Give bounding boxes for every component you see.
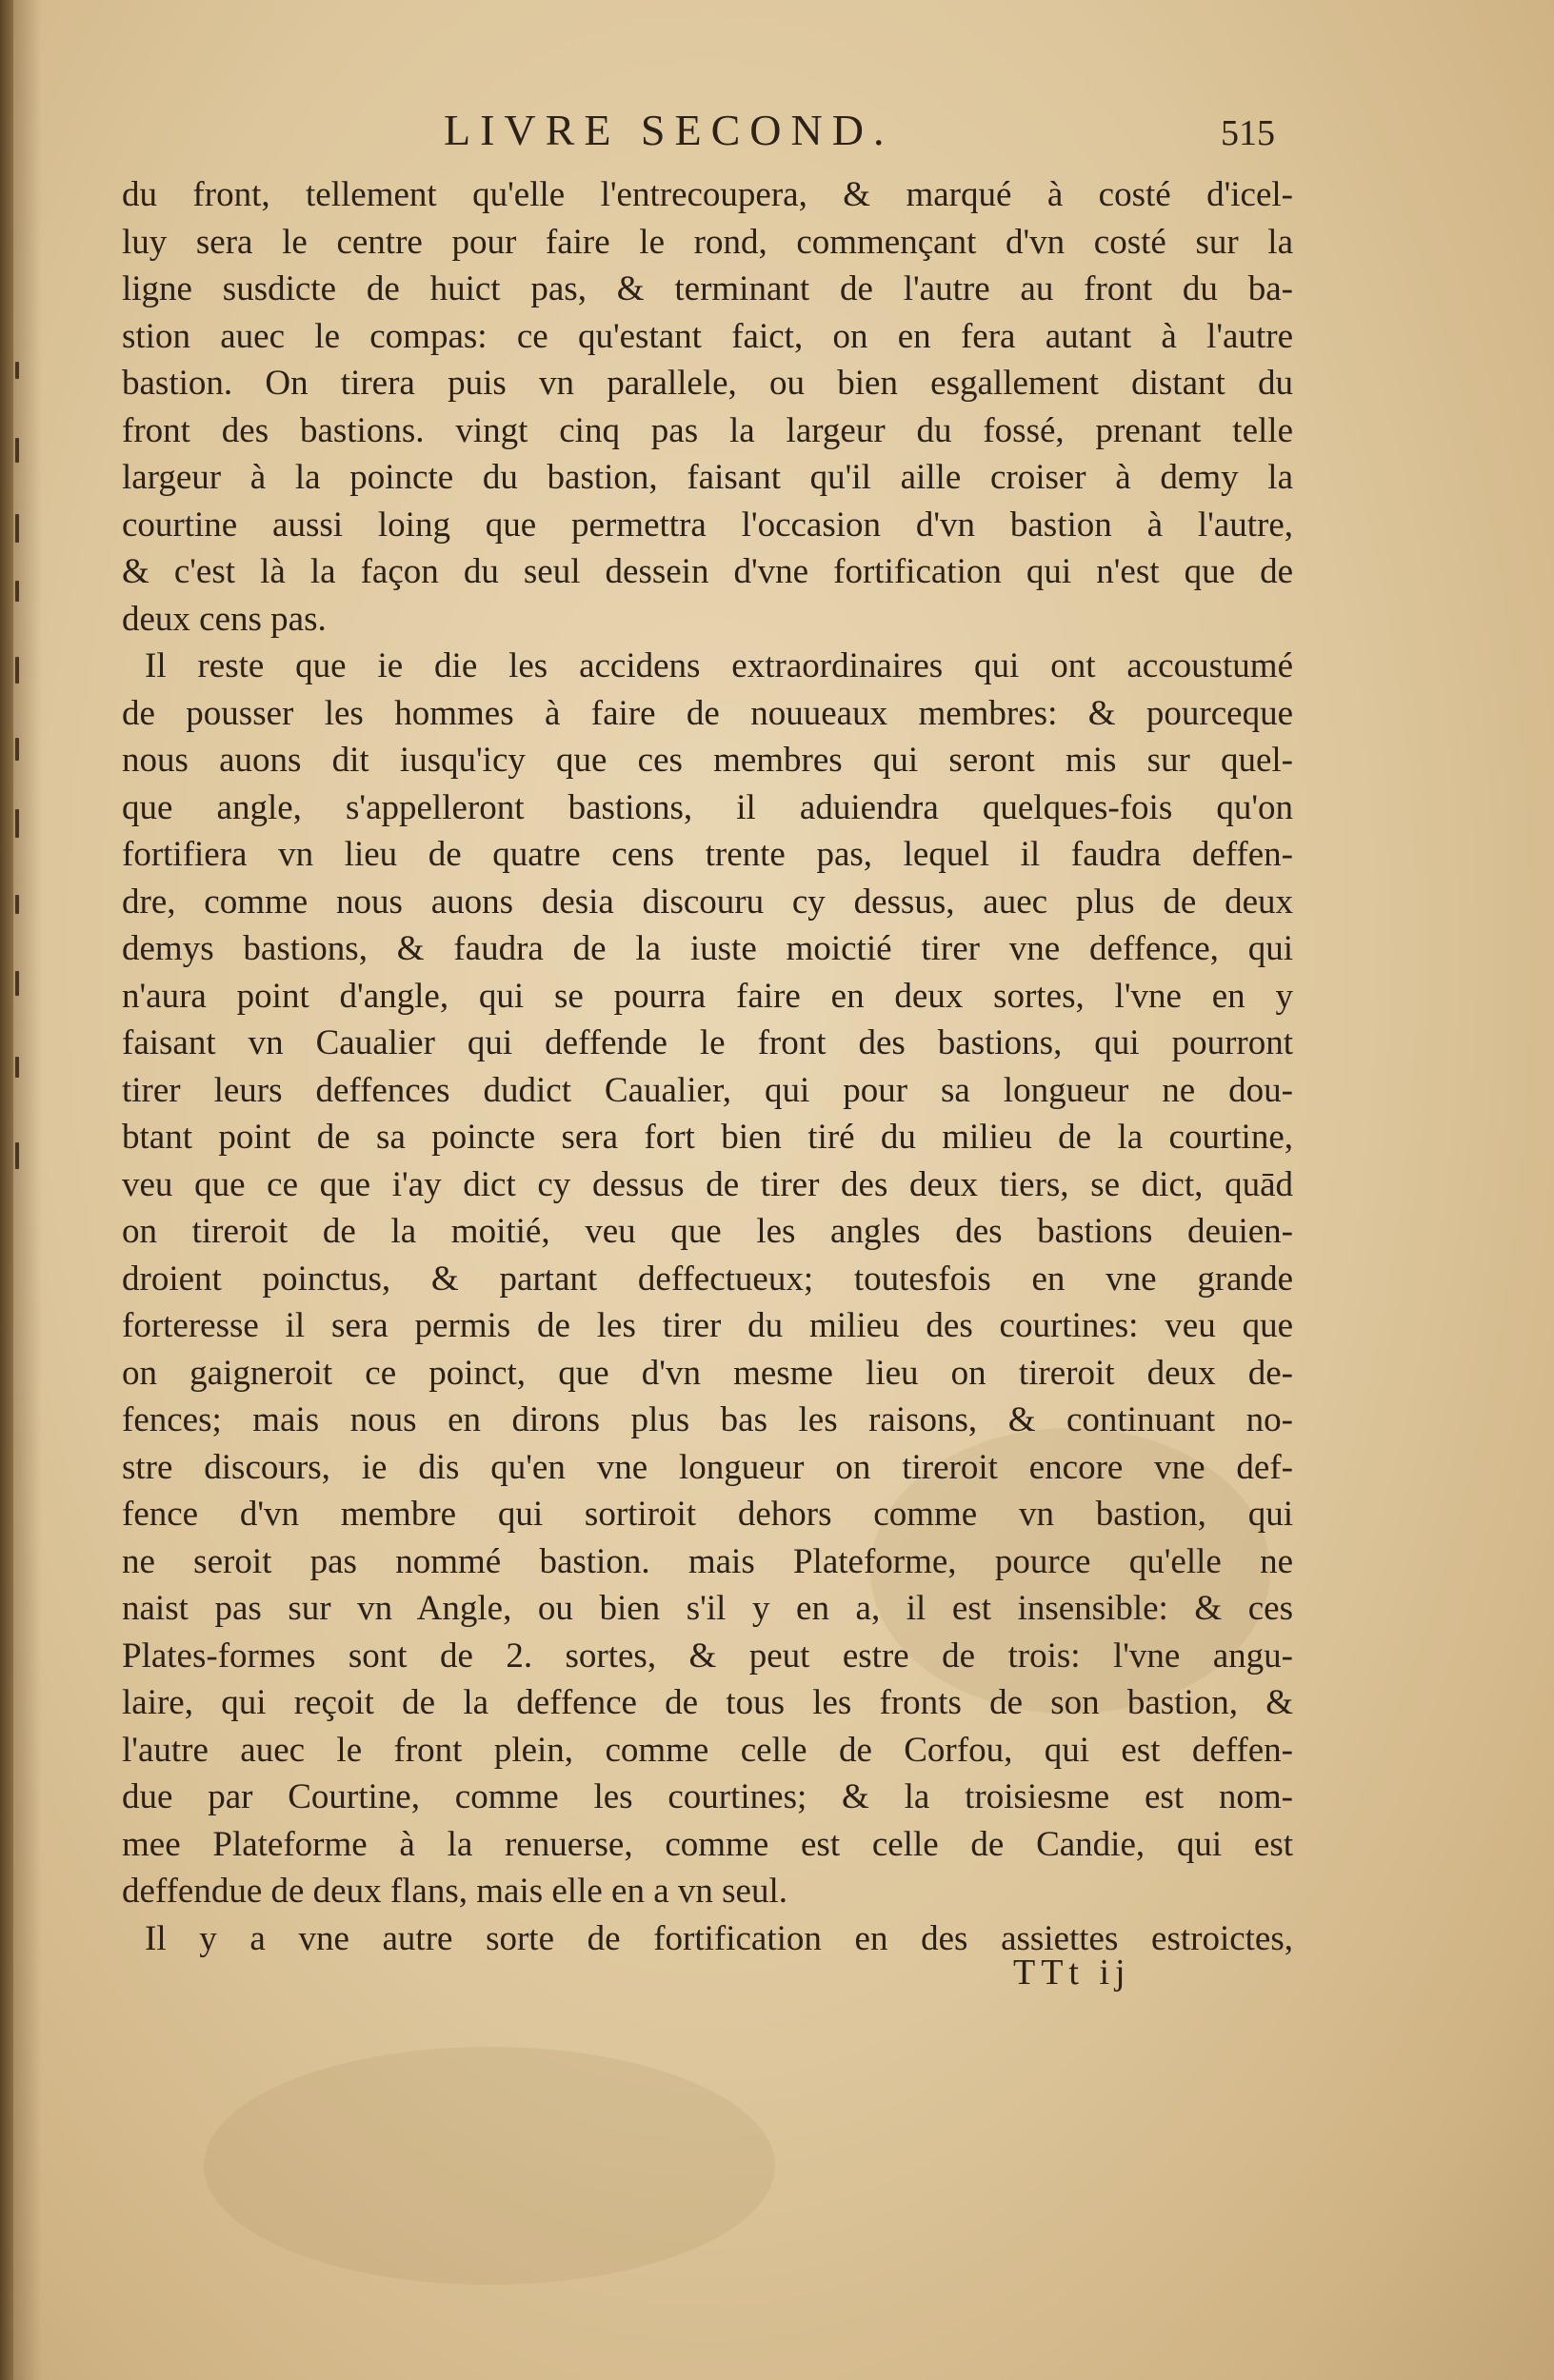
text-line: fortifiera vn lieu de quatre cens trente pas, lequel il faudra deffen- <box>122 835 1293 874</box>
book-page <box>13 0 1554 2380</box>
margin-mark <box>15 362 19 379</box>
text-line: droient poinctus, & partant deffectueux; toutesfois en vne grande <box>122 1259 1293 1299</box>
catchword-signature: TTt ij <box>1013 1953 1131 1993</box>
margin-mark <box>15 657 19 684</box>
text-line: de pousser les hommes à faire de nouueaux membres: & pourceque <box>122 693 1293 733</box>
text-line: ligne susdicte de huict pas, & terminant de l'autre au front du ba- <box>122 269 1293 308</box>
text-line: btant point de sa poincte sera fort bien tiré du milieu de la courtine, <box>122 1118 1293 1157</box>
margin-mark <box>15 895 19 914</box>
text-line: Il y a vne autre sorte de fortification en des assiettes estroictes, <box>145 1918 1293 1958</box>
margin-marks <box>13 362 36 1219</box>
text-line: n'aura point d'angle, qui se pourra faire en deux sortes, l'vne en y <box>122 976 1293 1016</box>
text-line: on tireroit de la moitié, veu que les angles des bastions deuien- <box>122 1212 1293 1251</box>
margin-mark <box>15 809 19 838</box>
text-line: largeur à la poincte du bastion, faisant qu'il aille croiser à demy la <box>122 458 1293 497</box>
text-line: Plates-formes sont de 2. sortes, & peut estre de trois: l'vne angu- <box>122 1636 1293 1676</box>
margin-mark <box>15 1142 19 1169</box>
text-line: l'autre auec le front plein, comme celle de Corfou, qui est deffen- <box>122 1730 1293 1770</box>
running-head: LIVRE SECOND. <box>444 106 894 154</box>
margin-mark <box>15 971 19 996</box>
text-line: forteresse il sera permis de les tirer du milieu des courtines: veu que <box>122 1306 1293 1345</box>
margin-mark <box>15 1057 19 1078</box>
page-header <box>13 105 1554 171</box>
margin-mark <box>15 438 19 463</box>
text-line: naist pas sur vn Angle, ou bien s'il y en a, il est insensible: & ces <box>122 1589 1293 1628</box>
text-line: & c'est là la façon du seul dessein d'vne fortification qui n'est que de <box>122 552 1293 591</box>
text-line: stion auec le compas: ce qu'estant faict, on en fera autant à l'autre <box>122 316 1293 356</box>
text-line: deffendue de deux flans, mais elle en a vn seul. <box>122 1872 787 1911</box>
paper-stain <box>204 2047 775 2285</box>
margin-mark <box>15 514 19 543</box>
text-line: courtine aussi loing que permettra l'occasion d'vn bastion à l'autre, <box>122 505 1293 545</box>
text-line: on gaigneroit ce poinct, que d'vn mesme lieu on tireroit deux de- <box>122 1353 1293 1393</box>
text-line: du front, tellement qu'elle l'entrecoupera, & marqué à costé d'icel- <box>122 175 1293 214</box>
text-line: que angle, s'appelleront bastions, il aduiendra quelques-fois qu'on <box>122 787 1293 827</box>
text-line: front des bastions. vingt cinq pas la largeur du fossé, prenant telle <box>122 410 1293 450</box>
text-line: nous auons dit iusqu'icy que ces membres qui seront mis sur quel- <box>122 741 1293 780</box>
text-line: deux cens pas. <box>122 599 327 639</box>
text-line: mee Plateforme à la renuerse, comme est celle de Candie, qui est <box>122 1824 1293 1864</box>
text-line: tirer leurs deffences dudict Caualier, qui pour sa longueur ne dou- <box>122 1070 1293 1110</box>
text-line: fence d'vn membre qui sortiroit dehors comme vn bastion, qui <box>122 1495 1293 1534</box>
text-line: ne seroit pas nommé bastion. mais Plateforme, pource qu'elle ne <box>122 1541 1293 1581</box>
text-line: fences; mais nous en dirons plus bas les raisons, & continuant no- <box>122 1400 1293 1439</box>
text-line: luy sera le centre pour faire le rond, commençant d'vn costé sur la <box>122 222 1293 262</box>
text-line: dre, comme nous auons desia discouru cy dessus, auec plus de deux <box>122 882 1293 922</box>
text-line: Il reste que ie die les accidens extraordinaires qui ont accoustumé <box>145 646 1293 685</box>
text-line: bastion. On tirera puis vn parallele, ou bien esgallement distant du <box>122 364 1293 403</box>
text-line: stre discours, ie dis qu'en vne longueur on tireroit encore vne def- <box>122 1447 1293 1487</box>
page-number: 515 <box>1221 113 1275 153</box>
book-binding-edge <box>0 0 13 2380</box>
text-line: due par Courtine, comme les courtines; & la troisiesme est nom- <box>122 1777 1293 1816</box>
body-text <box>122 171 1293 1962</box>
text-line: laire, qui reçoit de la deffence de tous les fronts de son bastion, & <box>122 1683 1293 1722</box>
margin-mark <box>15 738 19 761</box>
text-line: demys bastions, & faudra de la iuste moictié tirer vne deffence, qui <box>122 929 1293 968</box>
text-line: veu que ce que i'ay dict cy dessus de tirer des deux tiers, se dict, quād <box>122 1164 1293 1204</box>
text-line: faisant vn Caualier qui deffende le front des bastions, qui pourront <box>122 1023 1293 1062</box>
margin-mark <box>15 581 19 602</box>
